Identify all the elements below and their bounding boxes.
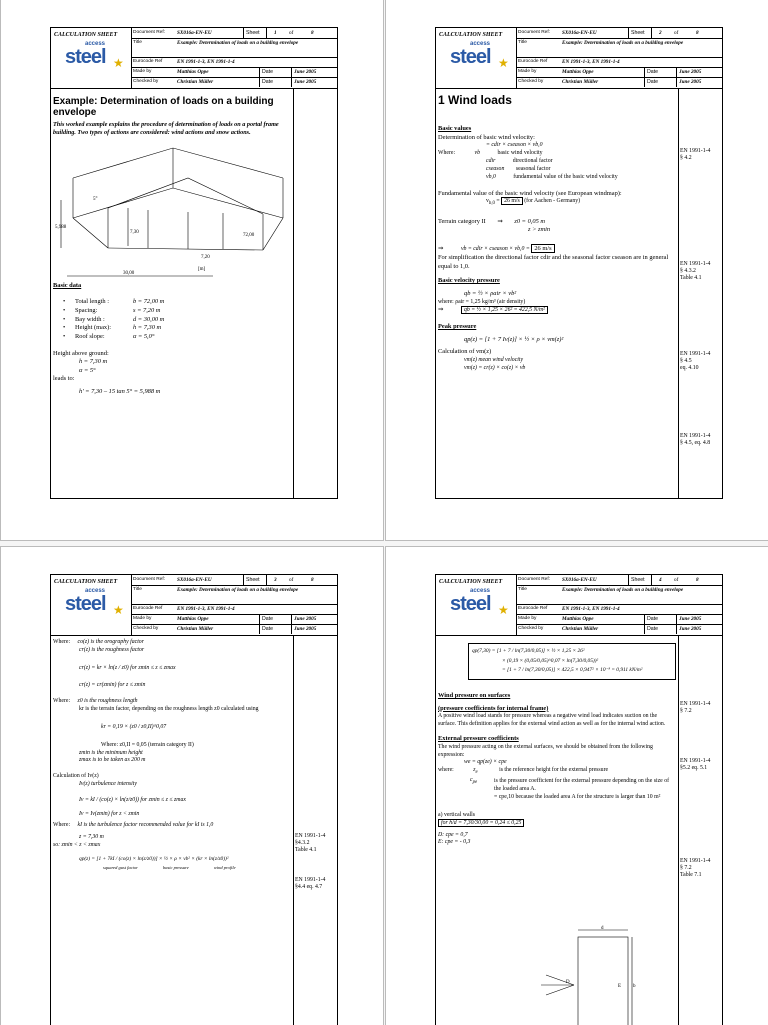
brand-logo: steel [65, 593, 106, 615]
leads-to: leads to: [53, 375, 75, 383]
calc-sheet-frame [50, 27, 338, 499]
calc-sheet-frame [435, 27, 723, 499]
page-4 [385, 546, 768, 1025]
reference-note: EN 1991-1-4 § 7.2 Table 7.1 [680, 858, 711, 878]
alpha-line: α = 5° [79, 366, 96, 374]
reference-column-divider [678, 635, 679, 1025]
page-title: Example: Determination of loads on a building envelope [53, 96, 274, 118]
logo-area: CALCULATION SHEET access steel ★ [436, 575, 517, 635]
h-line: h = 7,30 m [79, 358, 108, 366]
header-row-madeby: Made by Matthias Oppe Date June 2005 [131, 67, 337, 78]
svg-text:72,00: 72,00 [243, 232, 255, 238]
calc-sheet-frame [50, 574, 338, 1025]
svg-text:[m]: [m] [198, 266, 206, 272]
section-title: 1 Wind loads [438, 93, 512, 107]
reference-column-divider [293, 635, 294, 1025]
list-item: • Total length : b = 72,00 m [63, 298, 165, 306]
sheet-number: 3 [274, 576, 277, 583]
logo-area: CALCULATION SHEET access steel ★ [51, 575, 132, 635]
sheet-number: 2 [659, 29, 662, 36]
reference-note: EN 1991-1-4 § 4.2 [680, 148, 711, 161]
sheet-header [51, 28, 337, 89]
page-3-body: Where: co(z) is the orography factor cr(z) is the roughness factor cr(z) = kr × ln(z / z0) for zmin ≤ z ≤ zmax cr(z) = cr(zmin) for z ≤ zmin Where: z0 is the roughness length kr is the terrain factor, depending on the roughness length z0 calculated using kr = 0,19 × (z0 / z0,II)^0,07 Where: z0,II = 0,05 (terrain category II) zmin is the minimum height zmax is to be taken as 200 m Calculation of Iv(z) Iv(z) turbulence intensity Iv = kI / (co(z) × ln(z/z0)) for zmin ≤ z ≤ zmax Iv = Iv(zmin) for z < zmin Where: kI is the turbulence factor recommended value for kI is 1,0 z = 7,30 m so: zmin < z < zmax qp(z) = [1 + 7kI / (co(z) × ln(z/z0))] × ½ × ρ × vb² × (kr × ln(z/z0))² squared gust factor basic pressure wind profile [53, 639, 259, 871]
reference-note: EN 1991-1-4 §4.4 eq. 4.7 [295, 877, 326, 890]
list-item: • Spacing: s = 7,20 m [63, 307, 161, 314]
reference-note: EN 1991-1-4 §4.3.2 Table 4.1 [295, 833, 326, 853]
reference-note: EN 1991-1-4 § 7.2 [680, 701, 711, 714]
intro-text: This worked example explains the procedure of determination of loads on a portal frame building. Two types of actions are considered: wind actions and snow actions. [53, 121, 279, 137]
logo-area: CALCULATION SHEET access steel ★ [436, 28, 517, 88]
star-icon: ★ [113, 603, 124, 617]
svg-text:30,00: 30,00 [123, 270, 135, 276]
sheet-header: CALCULATION SHEET access steel ★ Document Ref: SX016a-EN-EU Sheet 2 of 8 Title Example: Determination of loads on a building envelope Eurocode Ref EN 1991-1-3, EN 1991-1-4 Made by Matthias Oppe Date June 2005 Checked by Christian Müller Date June 2005 [436, 28, 722, 89]
reference-note: EN 1991-1-4 § 4.5 eq. 4.10 [680, 351, 711, 371]
sheet-header: CALCULATION SHEET access steel ★ Document Ref: SX016a-EN-EU Sheet 4 of 8 Title Example: Determination of loads on a building envelope Eurocode Ref EN 1991-1-3, EN 1991-1-4 Made by Matthias Oppe Date June 2005 Checked by Christian Müller Date June 2005 [436, 575, 722, 636]
star-icon: ★ [113, 56, 124, 70]
portal-frame-figure [53, 138, 291, 278]
reference-note: EN 1991-1-4 §5.2 eq. 5.1 [680, 758, 711, 771]
height-title: Height above ground: [53, 349, 109, 357]
header-row-title: Title Example: Determination of loads on a building envelope [131, 38, 337, 58]
calc-sheet-frame [435, 574, 723, 1025]
list-item: • Roof slope: α = 5,0° [63, 332, 155, 340]
star-icon: ★ [498, 603, 509, 617]
brand-access: access [85, 41, 106, 47]
sheet-number: 1 [274, 29, 277, 36]
svg-text:d: d [601, 926, 604, 931]
svg-text:5,988: 5,988 [55, 224, 67, 230]
sheet-header: CALCULATION SHEET access steel ★ Document Ref: SX016a-EN-EU Sheet 3 of 8 Title Example: Determination of loads on a building envelope Eurocode Ref EN 1991-1-3, EN 1991-1-4 Made by Matthias Oppe Date June 2005 Checked by Christian Müller Date June 2005 [51, 575, 337, 636]
calc-sheet-label: CALCULATION SHEET [54, 32, 118, 38]
header-row-docref: Document Ref: SX016a-EN-EU Sheet 1 of 8 [131, 28, 337, 39]
basic-data-title: Basic data [53, 281, 82, 289]
qp-calculation-box: qp(7,30) = [1 + 7 / ln(7,30/0,05)] × ½ × 1,25 × 26² × (0,19 × (0,05/0,05)^0,07 × ln(7,30/0,05))² = [1 + 7 / ln(7,30/0,05)] × 422,5 × 0,947² × 10⁻³ = 0,911 kN/m² [468, 643, 676, 680]
reference-note: EN 1991-1-4 § 4.5, eq. 4.8 [680, 433, 711, 446]
brand-logo: steel [65, 46, 106, 68]
brand-logo: steel [450, 593, 491, 615]
page-1 [0, 0, 384, 541]
svg-text:7,20: 7,20 [201, 254, 210, 260]
brand-logo: steel [450, 46, 491, 68]
svg-text:7,30: 7,30 [130, 229, 139, 235]
list-item: • Height (max): h = 7,30 m [63, 324, 162, 332]
page-2-body: 1 Wind loads Basic values Determination of basic wind velocity: = cdir × cseason × vb,0 Where: vb basic wind velocity cdir directional factor cseason seasonal factor vb,0 fundamental value of the basic wind velocity Fundamental value of the basic wind velocity (see European windmap): $v_{b,0} = 26$ m/s (for Aachen - Germany) Terrain category II ⇒ z0 = 0,05 m z > zmin ⇒ vb = cdir × cseason × vb,0 = 26 m/s For simplification the directional factor cdir and the seasonal factor cseason are in general equal to 1,0. Basic velocity pressure qb = ½ × ρair × vb² where: ρair = 1,25 kg/m³ (air density) ⇒ qb = ½ × 1,25 × 26² = 422,5 N/m² Peak pressure qp(z) = [1 + 7 Iv(z)] × ½ × ρ × vm(z)² Calculation of vm(z) vm(z) mean wind velocity vm(z) = cr(z) × co(z) × vb [438, 94, 676, 373]
header-row-checkedby: Checked by Christian Müller Date June 2005 [131, 77, 337, 87]
list-item: • Bay width : d = 30,00 m [63, 315, 165, 323]
header-row-eurocode: Eurocode Ref EN 1991-1-3, EN 1991-1-4 [131, 57, 337, 68]
reference-column-divider [293, 88, 294, 498]
star-icon: ★ [498, 56, 509, 70]
basic-data-list [53, 298, 291, 341]
page-4-body: qp(7,30) = [1 + 7 / ln(7,30/0,05)] × ½ × 1,25 × 26² × (0,19 × (0,05/0,05)^0,07 × ln(7,30/0,05))² = [1 + 7 / ln(7,30/0,05)] × 422,5 × 0,947² × 10⁻³ = 0,911 kN/m² Wind pressure on surfaces (pressure coefficients for internal frame) A positive wind load stands for pressure whereas a negative wind load indicates suction on the surface. This definition applies for the external wind action as well as for the internal wind action. External pressure coefficients The wind pressure acting on the external surfaces, we should be obtained from the following expression: we = qp(ze) × cpe where: $z_e$ is the reference height for the external pressure $c_{pe}$ is the pressure coefficient for the external pressure depending on the size of the loaded area A. = cpe,10 because the loaded area A for the structure is larger than 10 m² a) vertical walls for h/d = 7,30/30,00 = 0,24 ≤ 0,25 D: cpe = 0,7 E: cpe = - 0,3 [438, 643, 676, 847]
page-1-body [53, 96, 291, 397]
sheet-number: 4 [659, 576, 662, 583]
svg-text:b: b [633, 984, 636, 989]
page-2 [385, 0, 768, 541]
wall-zones-figure [526, 925, 636, 1025]
reference-column-divider [678, 88, 679, 498]
logo-area [51, 28, 132, 88]
h-prime: h' = 7,30 – 15 tan 5° = 5,988 m [79, 388, 161, 396]
page-3 [0, 546, 384, 1025]
svg-text:5°: 5° [93, 196, 98, 202]
svg-text:D: D [566, 980, 570, 985]
reference-note: EN 1991-1-4 § 4.3.2 Table 4.1 [680, 261, 711, 281]
svg-text:E: E [618, 984, 622, 989]
